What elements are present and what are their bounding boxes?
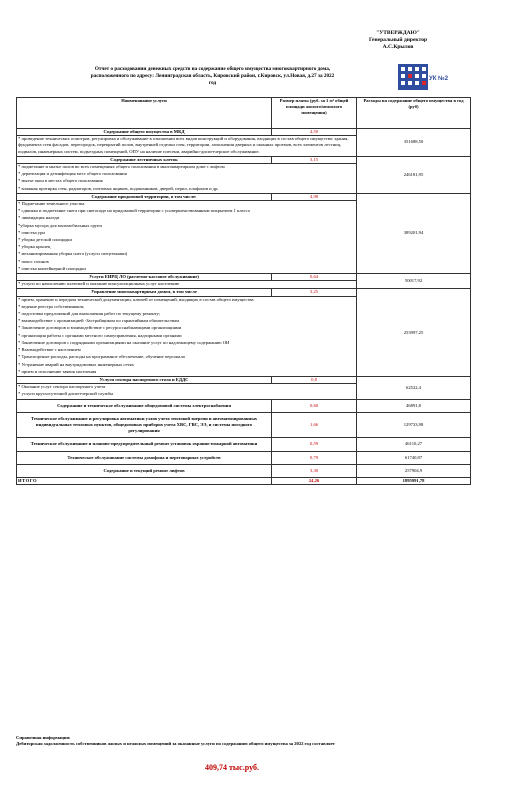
total-label: ИТОГО <box>17 477 272 484</box>
section-title-row <box>17 289 471 296</box>
service-row <box>17 438 471 451</box>
service-name: Техническое обслуживание и регулировка автоматики узлов учета тепловой энергии и автоматизированных индивидуальных тепловых пунктов, общедомовых приборов учета ХВС, ГВС, ЭЭ, и системы погодного регулирования <box>17 412 272 438</box>
header-annual-amount: Расходы на содержание общего имущества в год (руб) <box>357 98 471 129</box>
section-title-row <box>17 156 471 163</box>
section-rate: 0,64 <box>272 274 357 281</box>
service-item: * уборка крылец <box>18 244 51 250</box>
service-item: * дератизация и дезинфекция мест общего пользования <box>18 171 127 177</box>
debt-text: Дебиторская задолженность собственников жилых и нежилых помещений за оказанные услуги по содержанию общего имущества за 2022 год составляет <box>16 741 335 747</box>
service-item: * влажная протирка стен, радиаторов, почтовых ящиков, подоконников, дверей, перил, плафонов и др. <box>18 185 219 191</box>
service-item: * мытье окон в местах общего пользования <box>18 178 103 184</box>
header-rate: Размер платы (руб. за 1 м² общей площади жилого/нежилого помещения) <box>272 98 357 129</box>
section-amount: 351688,50 <box>357 129 471 157</box>
service-item: * прием и исполнение заявок населения <box>18 368 97 374</box>
service-item: * услуги круглосуточной диспетчерской службы <box>18 391 114 397</box>
section-amount: 62522,4 <box>357 376 471 399</box>
section-items <box>17 164 357 194</box>
service-name: Техническое обслуживание и планово-предупредительный ремонт установок охранно-пожарной автоматики <box>17 438 272 451</box>
section-rate: 3,25 <box>272 289 357 296</box>
debt-amount: 409,74 тыс.руб. <box>205 763 259 772</box>
service-item: *уборка мусора для маломобильных групп <box>18 222 102 228</box>
section-title: Содержание общего имущества в МКД <box>17 129 272 136</box>
service-item: * покос газонов <box>18 258 49 264</box>
service-rate: 0,79 <box>272 451 357 464</box>
section-title: Услуги ЕИРЦ ЛО (расчетно-кассовое обслуживание) <box>17 274 272 281</box>
company-logo <box>398 64 449 90</box>
header-service-name: Наименование услуги <box>17 98 272 129</box>
section-title-row <box>17 193 471 200</box>
section-rate: 4,98 <box>272 193 357 200</box>
section-items <box>17 281 357 289</box>
service-item: * механизированная уборка снега (услуги спецтехники) <box>18 251 128 257</box>
section-title: Содержание придомовой территории, в том числе: <box>17 193 272 200</box>
service-item: * взаимодействие с организацией -Застройщиком по гарантийным обязательствам <box>18 318 180 324</box>
service-item: * очистка контейнерной площадки <box>18 265 86 271</box>
section-items <box>17 296 357 376</box>
notes-heading: Справочная информация: <box>16 735 71 740</box>
section-rate: 4,50 <box>272 129 357 136</box>
service-item: * Заключение договоров и взаимодействие с ресурсоснабжающими организациями <box>18 325 182 331</box>
section-amount: 50017,92 <box>357 274 471 289</box>
service-amount: 46891,8 <box>357 399 471 412</box>
service-item: * услуги по начислению платежей и оказание консультационных услуг населению <box>18 281 180 287</box>
service-item: * проведение технических осмотров, регулировка и обслуживание в отношении всех видов конструкций и оборудования, входящих в состав общего имущества: здания, фундамента стен фасадов, перегородок, перекрытий полов, внутренней отделки стен, территории, заполнения дверных и оконных проемов, всех элементов лестниц, подвалов, инженерных систем, подъездных помещений, ОПУ на наличие плесени, аварийно-диспетчерское обслуживание. <box>18 136 349 154</box>
section-amount: 246181,95 <box>357 156 471 193</box>
service-item: * прием, хранение и передача технической документации, ключей от помещений, входящих в состав общего имущества <box>18 296 254 302</box>
section-title: Услуги сектора паспортного стола и ЕДДС <box>17 376 272 383</box>
service-row <box>17 399 471 412</box>
service-item: * подготовка предложений для выполнения работ по текущему ремонту; <box>18 311 161 317</box>
service-row <box>17 451 471 464</box>
section-rate: 0,8 <box>272 376 357 383</box>
title-line-2: расположенного по адресу: Ленинградская область, Кировский район, г.Кировск, ул.Новая, д.27 за 2022 <box>90 73 335 79</box>
approval-signer: А.С.Крылов <box>382 44 414 50</box>
total-rate: 24,26 <box>272 477 357 484</box>
service-item: * ликвидация наледи <box>18 215 60 221</box>
service-item: * сдвижка и подметание снега при снегопаде на придомовой территории с усовершенствованным покрытием 1 класса <box>18 208 250 214</box>
service-item: * Оказание услуг сектора паспортного учета <box>18 384 106 390</box>
logo-text: УК №2 <box>429 76 449 82</box>
total-amount: 1895991,78 <box>357 477 471 484</box>
section-amount: 389201,94 <box>357 193 471 273</box>
expenses-table <box>16 97 471 485</box>
service-amount: 257904,9 <box>357 464 471 477</box>
service-name: Содержание и техническое обслуживание общедомовой системы электроснабжения <box>17 399 272 412</box>
service-rate: 3,30 <box>272 464 357 477</box>
service-amount: 61740,87 <box>357 451 471 464</box>
service-rate: 1,66 <box>272 412 357 438</box>
approval-position: Генеральный директор <box>368 37 428 43</box>
service-item: * организация работы с органами местного самоуправления, надзорными органами <box>18 332 182 338</box>
section-amount: 253997,25 <box>357 289 471 376</box>
service-rate: 0,60 <box>272 399 357 412</box>
service-item: * ведение реестра собственников; <box>18 303 85 309</box>
section-title: Управление многоквартирным домом, в том числе <box>17 289 272 296</box>
service-rate: 0,59 <box>272 438 357 451</box>
section-title-row <box>17 376 471 383</box>
approval-block <box>343 30 453 51</box>
approval-heading: "УТВЕРЖДАЮ" <box>376 30 420 36</box>
section-rate: 3,15 <box>272 156 357 163</box>
logo-building-icon <box>398 64 428 90</box>
service-item: * очистка урн <box>18 229 45 235</box>
service-item: * Устранение аварий на внутридомовых инженерных сетях <box>18 361 134 367</box>
service-amount: 129733,98 <box>357 412 471 438</box>
section-items <box>17 201 357 274</box>
service-item: * Взаимодействие с населением <box>18 347 81 353</box>
table-header-row <box>17 98 471 129</box>
section-title: Содержание лестничных клеток <box>17 156 272 163</box>
section-title-row <box>17 274 471 281</box>
section-items <box>17 136 357 157</box>
service-name: Содержание и текущий ремонт лифтов <box>17 464 272 477</box>
report-title <box>40 66 385 87</box>
service-item: * уборка детской площадки <box>18 237 72 243</box>
service-item: * Подметание земельного участка <box>18 201 85 207</box>
title-line-3: год <box>208 80 217 86</box>
section-items <box>17 384 357 399</box>
service-item: * Транспортные расходы, расходы на программное обеспечение, обучение персонала <box>18 354 185 360</box>
reference-notes <box>16 735 471 747</box>
section-title-row <box>17 129 471 136</box>
service-row <box>17 412 471 438</box>
service-item: * подметание и мытье полов во всех помещениях общего пользования в многоквартирном доме с лифтом <box>18 164 225 170</box>
title-line-1: Отчет о расходовании денежных средств на содержание общего имущества многоквартирного дома, <box>94 66 331 72</box>
service-amount: 46110,27 <box>357 438 471 451</box>
service-row <box>17 464 471 477</box>
service-name: Техническое обслуживание системы домофона и переговорных устройств <box>17 451 272 464</box>
total-row <box>17 477 471 484</box>
service-item: * Заключение договоров с подрядными организациями на оказание услуг по надлежащему содержанию ОИ <box>18 339 230 345</box>
